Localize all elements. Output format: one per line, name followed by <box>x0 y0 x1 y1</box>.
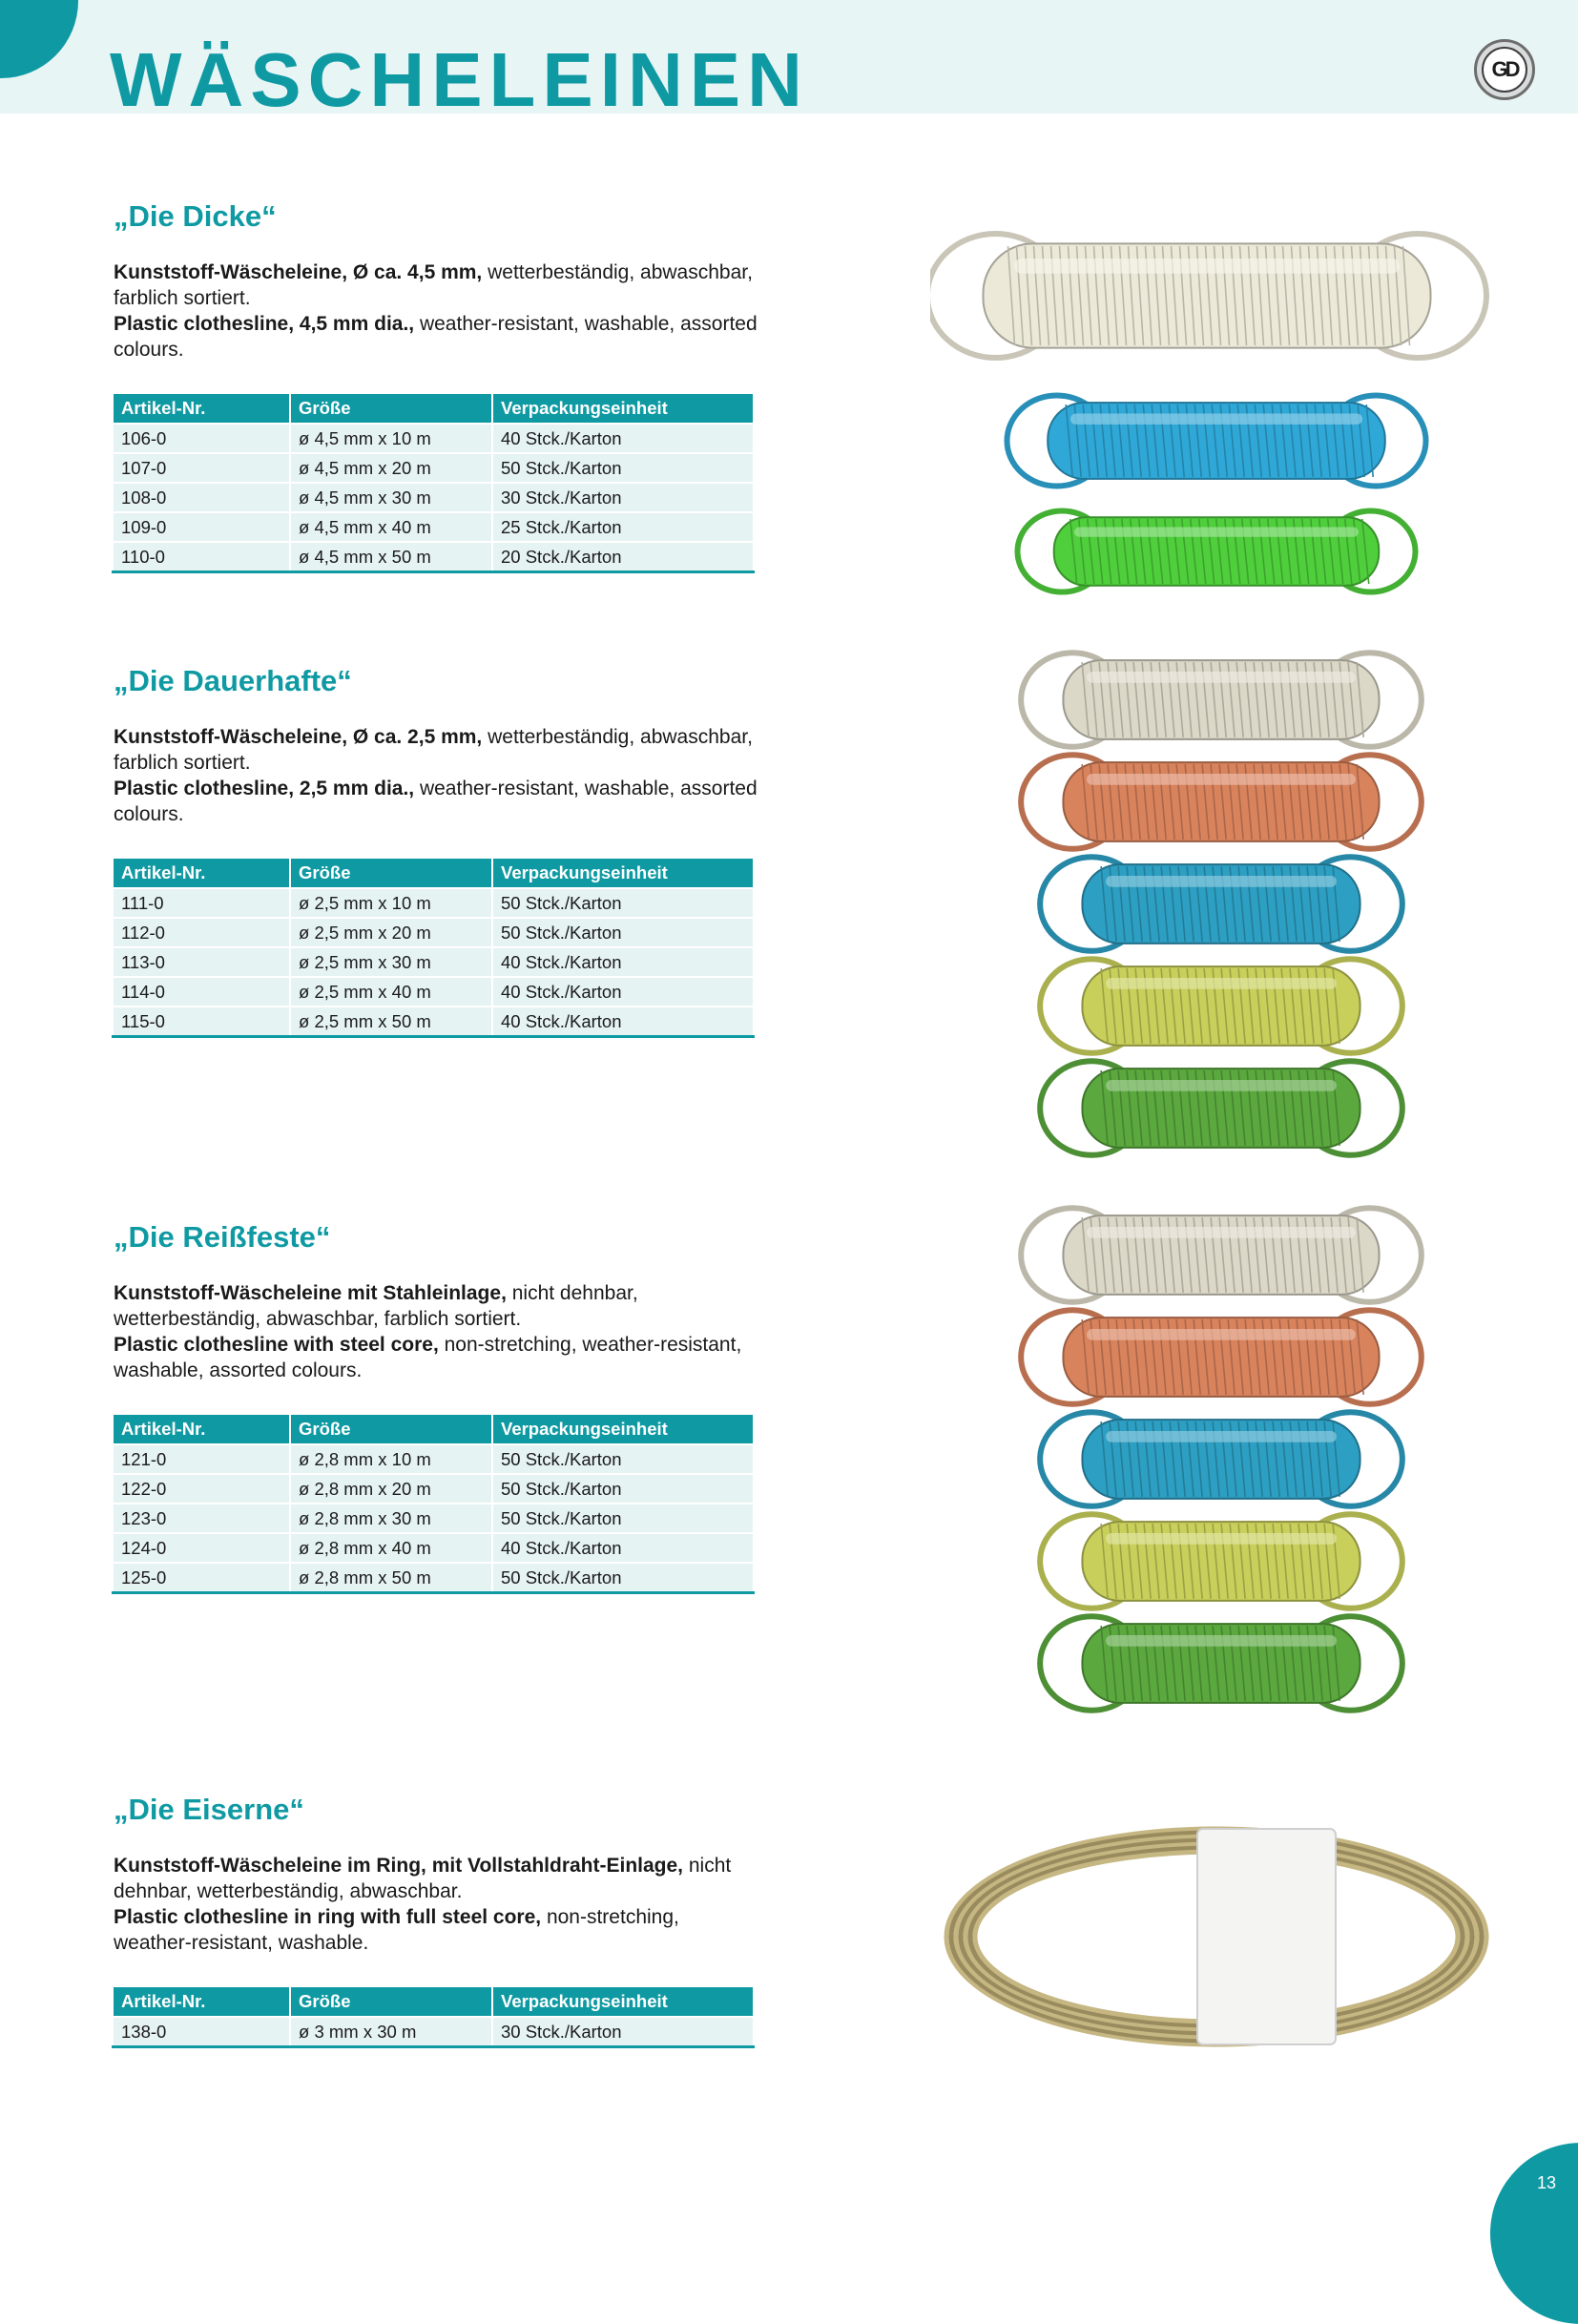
spec-table <box>112 1987 755 2048</box>
packaging-cell: 50 Stck./Karton <box>493 917 753 946</box>
description-en-bold: Plastic clothesline in ring with full steel core, <box>114 1906 542 1929</box>
rope-coil <box>1040 1616 1402 1710</box>
packaging-cell: 40 Stck./Karton <box>493 1532 753 1562</box>
rope-coil <box>1021 1208 1422 1301</box>
size-cell: ø 2,5 mm x 50 m <box>291 1006 491 1035</box>
packaging-cell: 50 Stck./Karton <box>493 1562 753 1591</box>
page-title: WÄSCHELEINEN <box>110 37 809 122</box>
table-row <box>114 1443 753 1473</box>
packaging-cell: 50 Stck./Karton <box>493 452 753 482</box>
size-cell: ø 2,8 mm x 10 m <box>291 1443 491 1473</box>
spec-table <box>112 394 755 573</box>
table-row <box>114 1532 753 1562</box>
table-header-row <box>114 1415 753 1443</box>
product-description <box>114 1280 762 1383</box>
product-photo-die-eiserne <box>935 1817 1498 2056</box>
size-cell: ø 2,8 mm x 20 m <box>291 1473 491 1503</box>
article-number-cell: 121-0 <box>114 1443 289 1473</box>
article-number-cell: 113-0 <box>114 946 289 976</box>
size-cell: ø 2,8 mm x 50 m <box>291 1562 491 1591</box>
table-row <box>114 423 753 452</box>
packaging-cell: 25 Stck./Karton <box>493 511 753 541</box>
article-number-cell: 110-0 <box>114 541 289 571</box>
article-number-cell: 106-0 <box>114 423 289 452</box>
rope-coil <box>1040 959 1402 1052</box>
size-cell: ø 2,5 mm x 20 m <box>291 917 491 946</box>
size-cell: ø 3 mm x 30 m <box>291 2016 491 2045</box>
description-de-text: wetterbeständig, abwaschbar, farblich sortiert. <box>114 261 753 310</box>
size-cell: ø 4,5 mm x 20 m <box>291 452 491 482</box>
column-header-article: Artikel-Nr. <box>114 394 289 423</box>
size-cell: ø 4,5 mm x 10 m <box>291 423 491 452</box>
article-number-cell: 122-0 <box>114 1473 289 1503</box>
column-header-size: Größe <box>291 394 491 423</box>
article-number-cell: 115-0 <box>114 1006 289 1035</box>
column-header-article: Artikel-Nr. <box>114 859 289 887</box>
table-row <box>114 946 753 976</box>
product-section-die-reissfeste <box>114 1221 762 1594</box>
product-photo-die-dauerhafte <box>1011 649 1431 1159</box>
product-description <box>114 724 762 827</box>
table-row <box>114 541 753 571</box>
table-row <box>114 1006 753 1035</box>
product-photo-die-dicke <box>930 219 1522 611</box>
size-cell: ø 2,5 mm x 30 m <box>291 946 491 976</box>
product-section-die-dauerhafte <box>114 665 762 1038</box>
description-de <box>114 1280 762 1332</box>
packaging-cell: 40 Stck./Karton <box>493 423 753 452</box>
description-en-text: weather-resistant, washable, assorted colours. <box>114 313 758 362</box>
table-row <box>114 887 753 917</box>
column-header-size: Größe <box>291 1987 491 2016</box>
table-row <box>114 1473 753 1503</box>
column-header-packaging: Verpackungseinheit <box>493 1987 753 2016</box>
article-number-cell: 123-0 <box>114 1503 289 1532</box>
description-en-bold: Plastic clothesline with steel core, <box>114 1334 439 1357</box>
description-en <box>114 776 762 827</box>
article-number-cell: 125-0 <box>114 1562 289 1591</box>
table-row <box>114 452 753 482</box>
rope-coil <box>930 234 1486 358</box>
article-number-cell: 112-0 <box>114 917 289 946</box>
packaging-cell: 50 Stck./Karton <box>493 1503 753 1532</box>
rope-coil <box>1040 1412 1402 1505</box>
table-row <box>114 482 753 511</box>
description-en <box>114 1904 762 1956</box>
column-header-article: Artikel-Nr. <box>114 1987 289 2016</box>
column-header-article: Artikel-Nr. <box>114 1415 289 1443</box>
rope-coil <box>1018 511 1416 592</box>
corner-decoration <box>1490 2143 1578 2324</box>
table-row <box>114 1503 753 1532</box>
description-de <box>114 259 762 311</box>
column-header-packaging: Verpackungseinheit <box>493 1415 753 1443</box>
product-section-die-dicke <box>114 200 762 573</box>
description-de-text: nicht dehnbar, wetterbeständig, abwaschbar, farblich sortiert. <box>114 1282 638 1331</box>
product-photo-die-reissfeste <box>1011 1204 1431 1714</box>
description-en <box>114 311 762 363</box>
table-header-row <box>114 859 753 887</box>
section-title: „Die Dauerhafte“ <box>114 664 352 697</box>
description-de-bold: Kunststoff-Wäscheleine mit Stahleinlage, <box>114 1282 507 1305</box>
paper-band <box>1197 1829 1336 2044</box>
description-en-bold: Plastic clothesline, 4,5 mm dia., <box>114 313 415 336</box>
size-cell: ø 4,5 mm x 30 m <box>291 482 491 511</box>
size-cell: ø 2,8 mm x 30 m <box>291 1503 491 1532</box>
section-title: „Die Eiserne“ <box>114 1793 304 1826</box>
description-en-text: weather-resistant, washable, assorted colours. <box>114 778 758 826</box>
article-number-cell: 111-0 <box>114 887 289 917</box>
table-row <box>114 976 753 1006</box>
column-header-packaging: Verpackungseinheit <box>493 394 753 423</box>
packaging-cell: 40 Stck./Karton <box>493 946 753 976</box>
rope-coil <box>1040 1514 1402 1608</box>
rope-coil <box>1021 653 1422 746</box>
table-header-row <box>114 394 753 423</box>
packaging-cell: 40 Stck./Karton <box>493 1006 753 1035</box>
description-de-bold: Kunststoff-Wäscheleine, Ø ca. 4,5 mm, <box>114 261 483 284</box>
table-row <box>114 2016 753 2045</box>
description-de-text: wetterbeständig, abwaschbar, farblich sortiert. <box>114 726 753 775</box>
packaging-cell: 20 Stck./Karton <box>493 541 753 571</box>
packaging-cell: 30 Stck./Karton <box>493 2016 753 2045</box>
article-number-cell: 114-0 <box>114 976 289 1006</box>
rope-coil <box>1021 755 1422 848</box>
page-number: 13 <box>1536 2173 1557 2192</box>
article-number-cell: 108-0 <box>114 482 289 511</box>
description-en-text: non-stretching, weather-resistant, washable, assorted colours. <box>114 1334 742 1382</box>
description-de-bold: Kunststoff-Wäscheleine im Ring, mit Vollstahldraht-Einlage, <box>114 1855 684 1878</box>
spec-table <box>112 859 755 1038</box>
column-header-size: Größe <box>291 1415 491 1443</box>
size-cell: ø 2,8 mm x 40 m <box>291 1532 491 1562</box>
brand-logo: GD <box>1474 39 1535 100</box>
size-cell: ø 4,5 mm x 50 m <box>291 541 491 571</box>
rope-coil <box>1040 857 1402 950</box>
packaging-cell: 50 Stck./Karton <box>493 887 753 917</box>
rope-coil <box>1040 1061 1402 1154</box>
section-title: „Die Reißfeste“ <box>114 1220 331 1254</box>
size-cell: ø 2,5 mm x 10 m <box>291 887 491 917</box>
column-header-packaging: Verpackungseinheit <box>493 859 753 887</box>
product-description <box>114 259 762 363</box>
description-de-text: nicht dehnbar, wetterbeständig, abwaschbar. <box>114 1855 732 1903</box>
table-row <box>114 511 753 541</box>
size-cell: ø 4,5 mm x 40 m <box>291 511 491 541</box>
product-section-die-eiserne <box>114 1794 762 2048</box>
packaging-cell: 50 Stck./Karton <box>493 1473 753 1503</box>
description-de <box>114 724 762 776</box>
article-number-cell: 107-0 <box>114 452 289 482</box>
size-cell: ø 2,5 mm x 40 m <box>291 976 491 1006</box>
spec-table <box>112 1415 755 1594</box>
product-description <box>114 1853 762 1956</box>
description-en-bold: Plastic clothesline, 2,5 mm dia., <box>114 778 415 800</box>
table-row <box>114 1562 753 1591</box>
description-en-text: non-stretching, weather-resistant, washable. <box>114 1906 679 1955</box>
packaging-cell: 30 Stck./Karton <box>493 482 753 511</box>
article-number-cell: 109-0 <box>114 511 289 541</box>
packaging-cell: 50 Stck./Karton <box>493 1443 753 1473</box>
column-header-size: Größe <box>291 859 491 887</box>
description-de-bold: Kunststoff-Wäscheleine, Ø ca. 2,5 mm, <box>114 726 483 749</box>
description-en <box>114 1332 762 1383</box>
table-header-row <box>114 1987 753 2016</box>
section-title: „Die Dicke“ <box>114 199 277 233</box>
table-row <box>114 917 753 946</box>
article-number-cell: 138-0 <box>114 2016 289 2045</box>
packaging-cell: 40 Stck./Karton <box>493 976 753 1006</box>
description-de <box>114 1853 762 1904</box>
article-number-cell: 124-0 <box>114 1532 289 1562</box>
rope-coil <box>1021 1310 1422 1403</box>
rope-coil <box>1007 396 1426 487</box>
